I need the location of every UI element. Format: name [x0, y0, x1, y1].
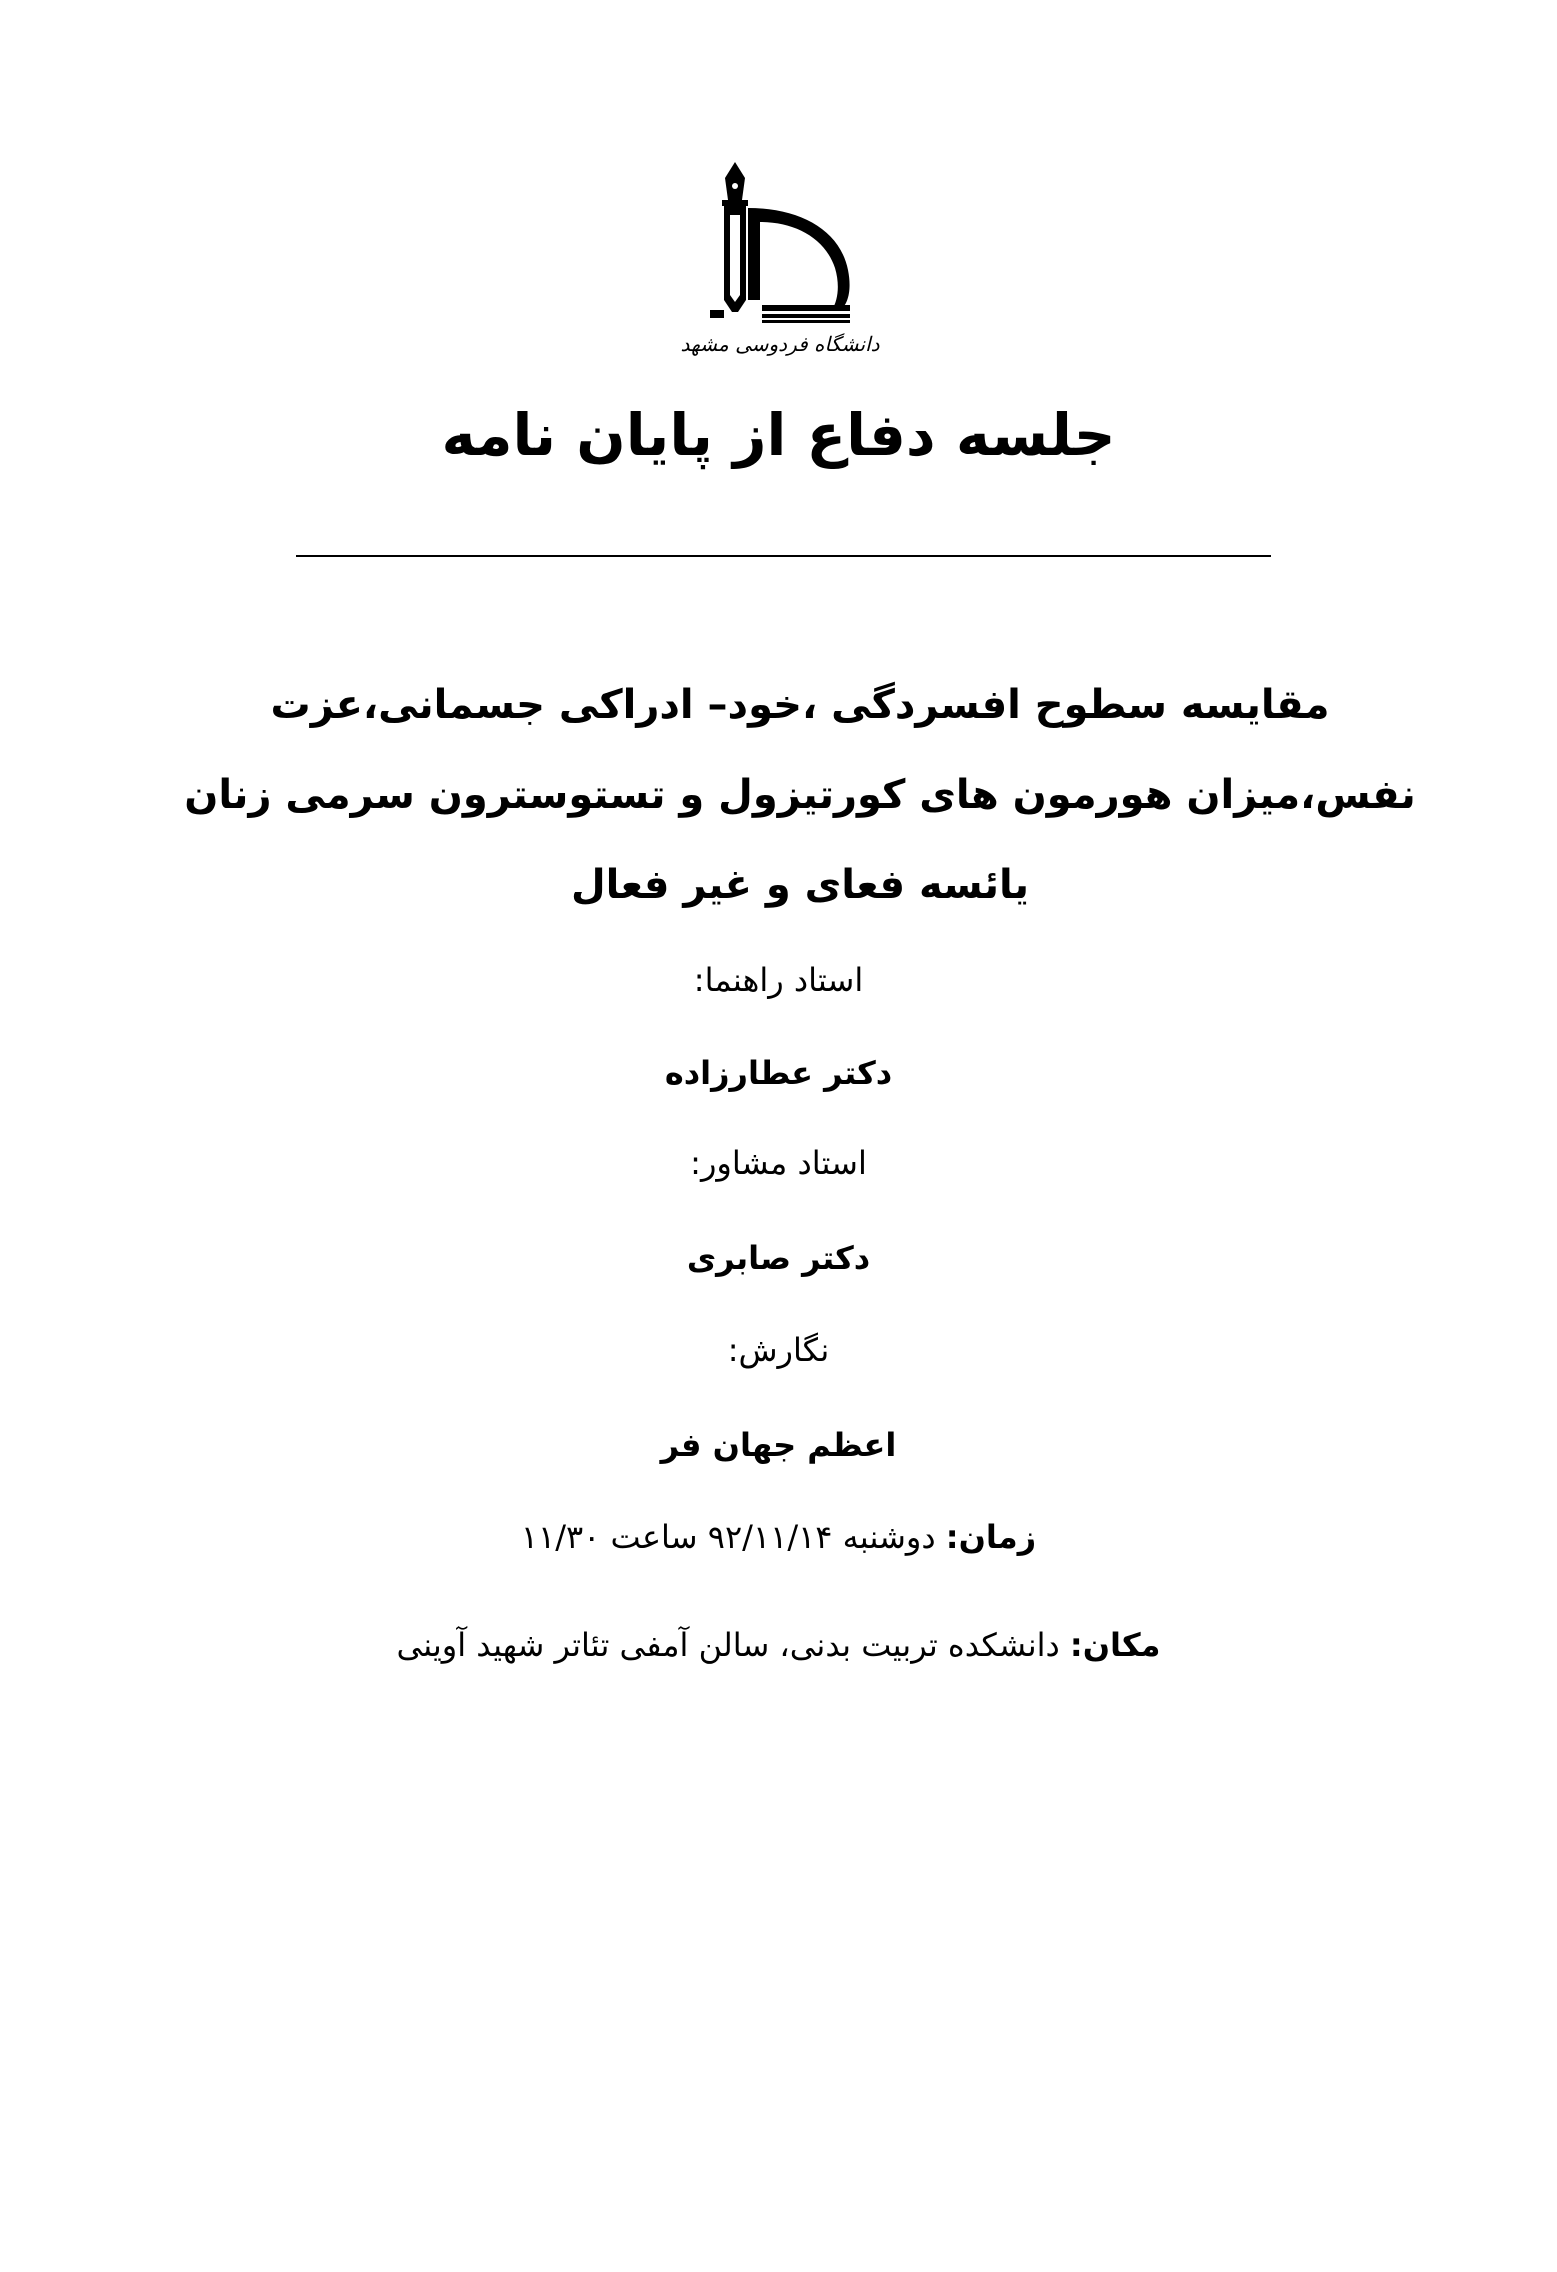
- time-label: زمان:: [945, 1518, 1037, 1556]
- supervisor-label: استاد راهنما:: [693, 961, 864, 999]
- advisor-label: استاد مشاور:: [690, 1144, 867, 1182]
- advisor-name: دکتر صابری: [686, 1239, 871, 1277]
- university-logo: [680, 160, 880, 375]
- logo-caption: دانشگاه فردوسی مشهد: [680, 332, 880, 356]
- time-value: دوشنبه ۹۲/۱۱/۱۴ ساعت ۱۱/۳۰: [520, 1518, 936, 1556]
- time-line: [0, 1512, 1557, 1562]
- author-label: نگارش:: [727, 1331, 830, 1369]
- page-title: جلسه دفاع از پایان نامه: [441, 401, 1116, 469]
- thesis-title: مقایسه سطوح افسردگی ،خود– ادراکی جسمانی،عزت نفس،میزان هورمون های کورتیزول و تستوسترون سرمی زنان یائسه فعای و غیر فعال: [184, 682, 1416, 908]
- place-line: [0, 1620, 1557, 1670]
- divider-line: [296, 555, 1271, 557]
- supervisor-name: دکتر عطارزاده: [664, 1054, 893, 1092]
- author-name: اعظم جهان فر: [660, 1426, 897, 1464]
- place-label: مکان:: [1069, 1626, 1161, 1664]
- place-value: دانشکده تربیت بدنی، سالن آمفی تئاتر شهید آوینی: [396, 1626, 1060, 1664]
